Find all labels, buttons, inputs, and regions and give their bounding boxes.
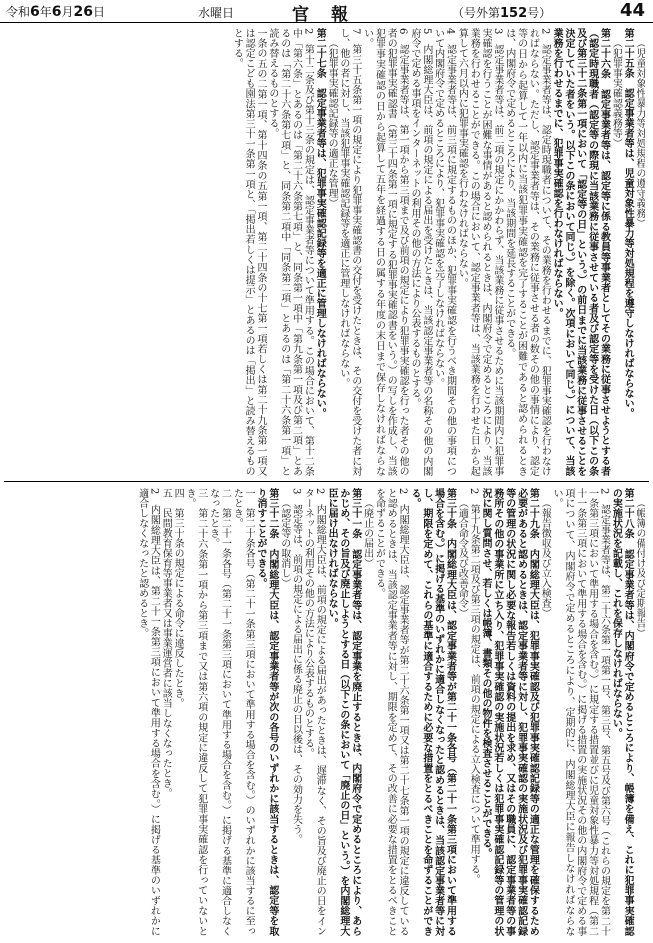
lower-text-block [8,488,645,936]
paragraph: 第三十条 内閣総理大臣は、認定事業者等が第二十一条各号（第二十一条第三項において準用する場合を含む。）に掲げる基準のいずれかに適合しなくなったと認めるときは、当該認定事業者等に対し、期限を定めて、これらの基準に適合するために必要な措置をとるべきことを命ずることができる。 [408,488,456,936]
paragraph: 五 民間教育保育等事業者又は事業運営者に該当しなくなったとき。 [160,488,172,798]
paragraph: 2 認定事業者等は、第二十六条第一項第一号、第三号、第五号及び第六号（これらの規定を第二十一条第三項において準用する場合を含む。）に規定する措置並びに児童対象性暴力等対処規程（第二十一条第三項において準用する場合を含む。）に掲げる措置の実施状況その他の内閣府令で定める事項について、内閣府令で定めるところにより、定期的に、内閣総理大臣に報告しなければならない。 [551,488,610,936]
paragraph: 2 認定事業者等は、認定時現職者について、その業務を行わせるまでに、犯罪事実確認を行わなければならない。ただし、認定事業者等は、その業務に従事させる者の数その他の事情により、認定等の日から起算して一年以内に当該犯罪事実確認を完了することが困難であると認められるときは、内閣府令で定めるところにより、当該期間を延長することができる。 [503,28,551,476]
paragraph: （児童対象性暴力等対処規程の遵守義務） [634,38,645,228]
paragraph: （適合命令及び改善命令） [456,498,468,618]
paragraph: 4 認定事業者等は、前三項に規定するもののほか、犯罪事実確認を行うべき期間その他の事項について内閣府令で定めるところにより、犯罪事実確認を完了しなければならない。 [432,28,456,476]
paragraph: 第二十七条 認定事業者等は、犯罪事実確認記録等を適正に管理しなければならない。 [314,28,326,418]
paragraph: 第二十八条 認定事業者等は、内閣府令で定めるところにより、帳簿を備え、これに犯罪事実確認の実施状況を記載し、これを保存しなければならない。 [610,488,634,936]
paragraph: 7 第三十五条第一項の規定により犯罪事実確認書の交付を受けたときは、その交付を受けた者に対し、他の者に対し、当該犯罪事実確認記録等を適正に管理しなければならない。 [337,28,361,476]
paragraph: 3 認定等は、前項の規定による届出に係る廃止の日以後は、その効力を失う。 [290,488,302,845]
page-number: 44 [619,0,645,21]
paragraph: （犯罪事実確認義務等） [610,38,622,148]
upper-text-block [8,28,645,476]
paragraph: 三 第二十六条第一項から第三項まで又は第六項の規定に違反して犯罪事実確認を行っていないとき。 [183,488,207,936]
paragraph: 四 第三十条の規定による命令に違反したとき。 [172,488,184,708]
paragraph: 2 第十二条及び第十三条の規定は、認定事業者等について準用する。この場合において、第十二条中「第六条」とあるのは「第二十六条第七項」と、同条第一項中「第九条第一項及び第二項」とあるのは「第二十六条第七項」と、同条第二項中「同条第二項」とあるのは「第二十六条第一項」と読み替えるものとする。 [266,28,314,476]
weekday: 水曜日 [198,6,235,20]
paragraph: 一 第二十条各号（第二十一条第三項において準用する場合を含む。）のいずれかに該当するに至ったとき。 [231,488,255,936]
paragraph: （報告徴収及び立入検査） [539,498,551,618]
gazette-header [0,0,653,23]
paragraph: 第三十二条 内閣総理大臣は、認定事業者等が次の各号のいずれかに該当するときは、認定等を取り消すことができる。 [255,488,278,936]
paragraph: （犯罪事実確認記録等の適正な管理） [326,38,338,208]
paragraph: 第二十五条 認定事業者等は、児童対象性暴力等対処規程を遵守しなければならない。 [622,28,634,418]
paragraph: （帳簿の備付け及び定期報告） [634,498,645,638]
issue-number: （号外第152号） [452,6,552,21]
paragraph: 2 内閣総理大臣は、前項の規定による届出があったときは、遅滞なく、その旨及び廃止の日をインターネットの利用その他の方法により公表するものとする。 [302,488,326,936]
paragraph: 6 認定事業者等は、第一項から第三項まで及び前項の規定により犯罪事実確認を行った者その他の者の犯罪事実確認書（第三十四条第一項に規定する犯罪事実確認書をいう。）の写しを作成し、当該犯罪事実確認の日から起算して五年を経過する日の属する年度の末日まで保存しなければならない。 [361,28,409,476]
paragraph: 2 内閣総理大臣は、第二十一条第三項において準用する場合を含む。）に掲げる基準のいずれかに適合しなくなったと認めるとき。 [136,488,160,936]
issue-date: 令和6年6月26日 [6,4,106,20]
paragraph: 第三十一条 認定事業者等は、認定事業を廃止するときは、内閣府令で定めるところにより、あらかじめ、その旨及び廃止しようとする日（以下この条において「廃止の日」という。）を内閣総理大臣に届け出なければならない。 [326,488,361,936]
paragraph: 2 第十九条第二項及び第三項の規定は、前項の規定による立入検査について準用する。 [468,488,480,885]
paragraph: 二 第二十一条各号（第二十一条第三項において準用する場合を含む。）に掲げる基準に適合しなくなったとき。 [207,488,231,936]
paragraph: 第二十九条 内閣総理大臣は、犯罪事実確認及び犯罪事実確認記録等の適正な管理を確保するため必要があると認めるときは、認定事業者等に対し、犯罪事実確認の実施状況及び犯罪事実確認記録等の管理の状況に関し必要な報告若しくは資料の提出を求め、又はその職員に、認定事業者等の事務所その他の事業所に立ち入り、犯罪事実確認の実施状況若しくは犯罪事実確認記録等の管理の状況に関し質問させ、若しくは帳簿、書類その他の物件を検査させることができる。 [480,488,539,936]
paragraph: 5 内閣総理大臣は、前項の規定による届出を受けたときは、当該認定事業者等の名称その他の内閣府令で定める事項をインターネットの利用その他の方法により公表するものとする。 [408,28,432,476]
paragraph: 第二十六条 認定事業者等は、認定等に係る教員等事業者としてその業務に従事させようとする者（認定時現職者（認定等の際現に当該業務に従事させている者及び認定等を受けた日（以下この条及び第三十二条第一項において「認定等の日」という。）の前日までに当該業務に従事させることを決定していた者をいう。以下この条において同じ。）を除く。次項において同じ。）について、当該業務を行わせるまでに、犯罪事実確認を行わなければならない。 [551,28,610,476]
paragraph: （認定等の取消し） [278,498,290,588]
section-divider [4,481,649,482]
paragraph: （廃止の届出） [361,498,373,568]
paragraph: 3 認定事業者等は、前二項の規定にかかわらず、当該業務に従事させるために当該期間内に犯罪事実確認を行うことが困難な事情があると認められるときは、内閣府令で定めるところにより、当該業務を行わせることができる。この場合において、認定事業者等は、当該業務を行わせた日から起算して六月以内に犯罪事実確認を行わなければならない。 [456,28,503,476]
gazette-title: 官報 [292,5,370,25]
paragraph: 一条の五の二第一項、第十四条の五第一項、第二十四条の十七第一項若しくは第二十九条第一項又は認定こども園法第三十一条第一項と、「掲出若しくは提示」とあるのは「掲出」と読み替えるものとする。 [231,28,266,476]
paragraph: 2 内閣総理大臣は、認定事業者等が第二十六条第一項又は第二十七条第一項の規定に違反していると認めるときは、当該認定事業者等に対し、期限を定めて、その改善に必要な措置をとるべきことを命ずることができる。 [373,488,409,936]
